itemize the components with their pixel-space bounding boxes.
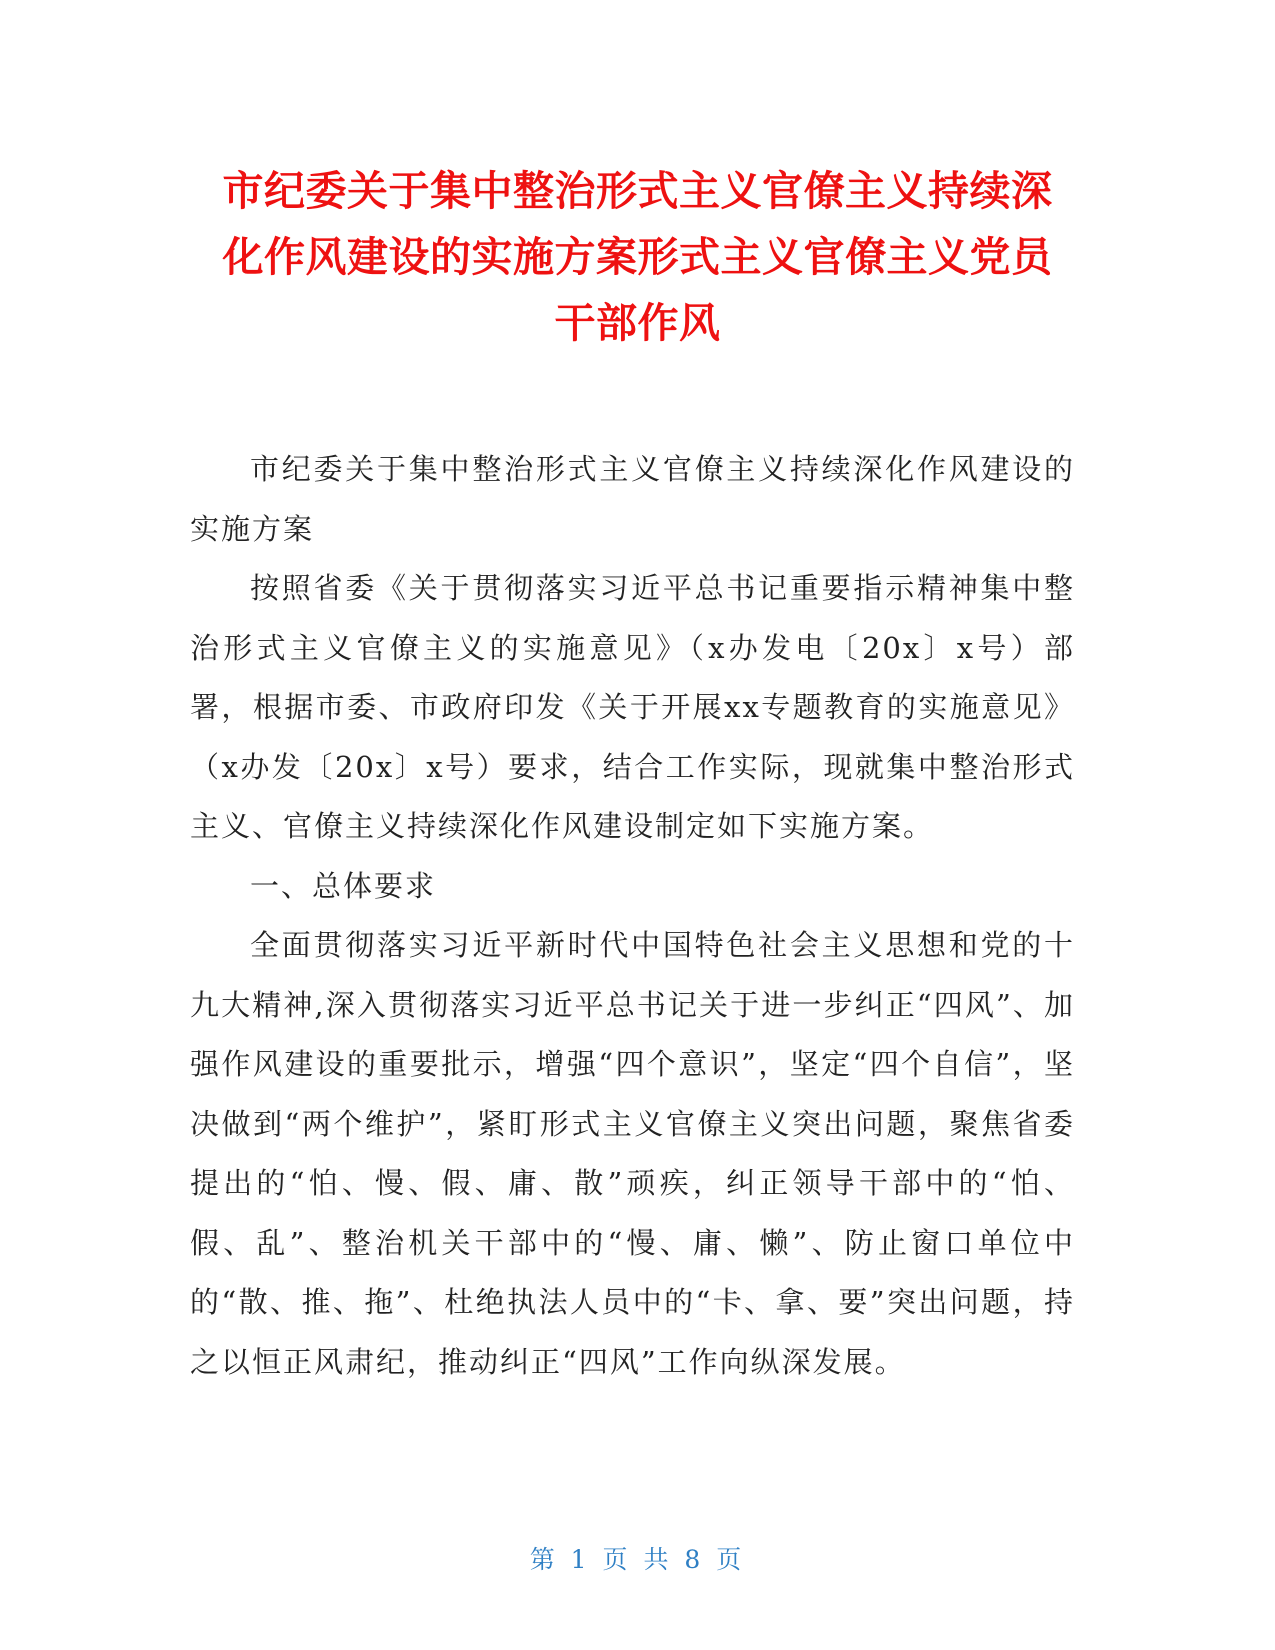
page-number-footer: 第 1 页 共 8 页 [529,1545,746,1574]
document-title [160,158,1115,356]
title-line-3: 干部作风 [554,299,721,347]
requirements-paragraph: 全面贯彻落实习近平新时代中国特色社会主义思想和党的十九大精神,深入贯彻落实习近平总书记关于进一步纠正“四风”、加强作风建设的重要批示，增强“四个意识”，坚定“四个自信”，坚决做到“两个维护”，紧盯形式主义官僚主义突出问题，聚焦省委提出的“怕、慢、假、庸、散”顽疾，纠正领导干部中的“怕、假、乱”、整治机关干部中的“慢、庸、懒”、防止窗口单位中的“散、推、拖”、杜绝执法人员中的“卡、拿、要”突出问题，持之以恒正风肃纪，推动纠正“四风”工作向纵深发展。 [190,928,1075,1379]
title-line-1: 市纪委关于集中整治形式主义官僚主义持续深 [222,167,1053,215]
subtitle-paragraph: 市纪委关于集中整治形式主义官僚主义持续深化作风建设的实施方案 [190,452,1075,546]
title-line-2: 化作风建设的实施方案形式主义官僚主义党员 [222,233,1053,281]
intro-paragraph: 按照省委《关于贯彻落实习近平总书记重要指示精神集中整治形式主义官僚主义的实施意见》（x办发电〔20x〕x号）部署，根据市委、市政府印发《关于开展xx专题教育的实施意见》（x办发〔20x〕x号）要求，结合工作实际，现就集中整治形式主义、官僚主义持续深化作风建设制定如下实施方案。 [190,571,1075,843]
section-heading: 一、总体要求 [250,868,437,903]
document-body [190,440,1075,1392]
